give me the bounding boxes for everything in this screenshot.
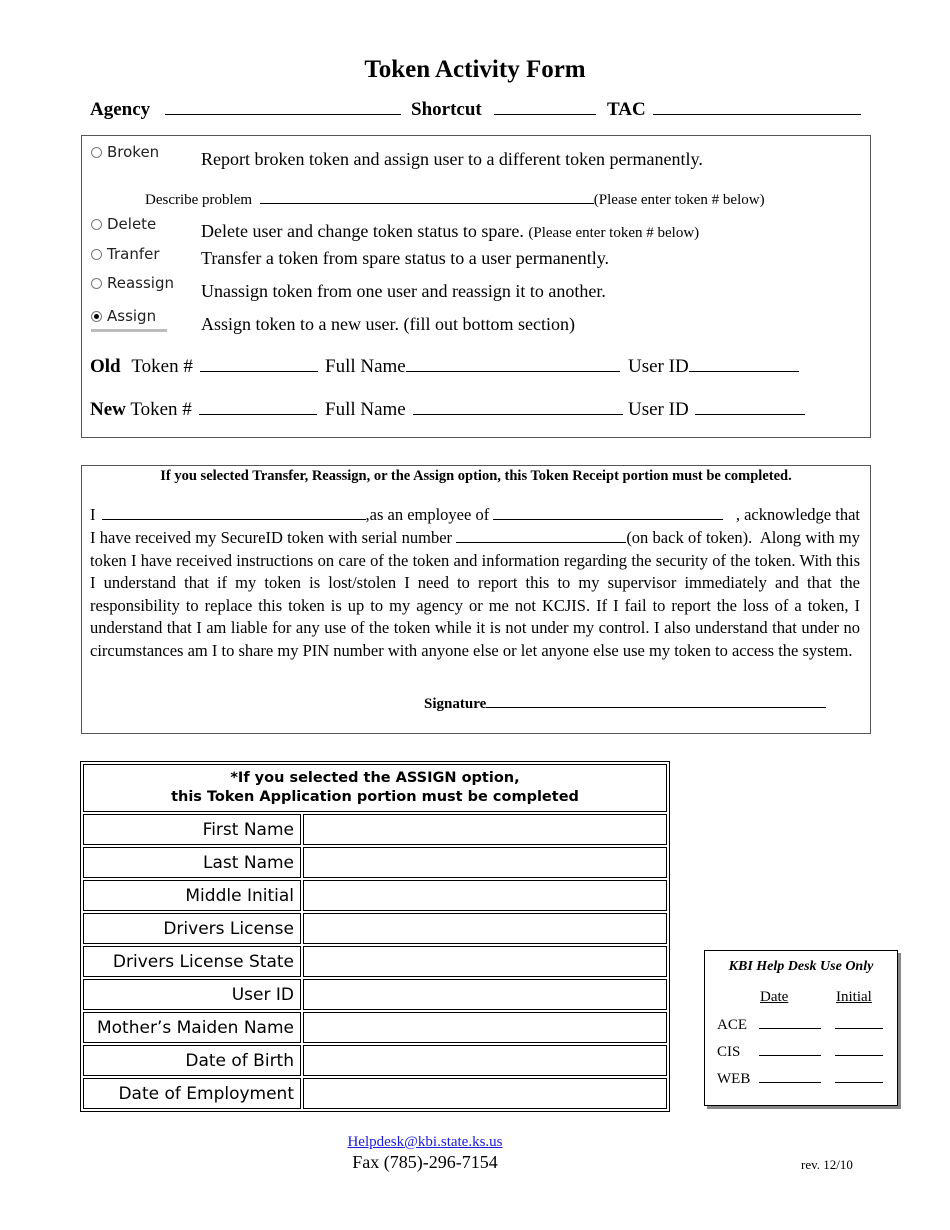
delete-description: Delete user and change token status to spare.: [201, 221, 524, 241]
kbi-web-initial-line[interactable]: [835, 1070, 883, 1083]
mothers-maiden-name-input[interactable]: [303, 1012, 667, 1043]
middle-initial-input[interactable]: [303, 880, 667, 911]
table-row: [83, 814, 667, 845]
radio-label: Broken: [107, 143, 160, 161]
old-token-label: Token #: [131, 356, 193, 377]
table-row: [83, 1012, 667, 1043]
agency-line[interactable]: [165, 98, 401, 115]
drivers-license-label: Drivers License: [83, 913, 301, 944]
table-row: [83, 913, 667, 944]
describe-problem-label: Describe problem: [145, 192, 253, 208]
radio-label: Assign: [107, 307, 157, 325]
radio-icon: [91, 219, 102, 230]
old-fullname-line[interactable]: [406, 359, 620, 372]
new-token-line[interactable]: [199, 402, 317, 415]
old-fullname-field[interactable]: [325, 356, 620, 378]
new-label: New: [90, 399, 126, 420]
radio-label: Delete: [107, 215, 157, 233]
signature-line[interactable]: [486, 695, 826, 708]
shortcut-line[interactable]: [494, 98, 596, 115]
old-fullname-label: Full Name: [325, 356, 406, 377]
old-token-row: [90, 356, 318, 378]
receipt-on-back: (on back of token).: [626, 528, 753, 547]
new-fullname-field[interactable]: [325, 399, 623, 421]
radio-reassign[interactable]: [91, 274, 174, 292]
drivers-license-state-input[interactable]: [303, 946, 667, 977]
revision-label: rev. 12/10: [801, 1157, 853, 1172]
receipt-line-1: [90, 505, 860, 525]
tac-field[interactable]: [607, 98, 861, 121]
kbi-date-header: Date: [760, 989, 789, 1005]
date-of-birth-label: Date of Birth: [83, 1045, 301, 1076]
kbi-initial-header: Initial: [836, 989, 872, 1005]
old-userid-label: User ID: [628, 356, 689, 377]
table-row: [83, 946, 667, 977]
receipt-as-employee: ,as an employee of: [365, 505, 490, 524]
receipt-body: Along with my token I have received instructions on care of the token and information regarding the security of the token. With this I understand that if my token is lost/stolen I need to report this to my supervisor immediately and that the responsibility to replace this token is up to my agency or me not KCJIS. If I fail to report the loss of a token, I understand that I am liable for any use of the token while it is not under my control. I also understand that under no circumstances am I to share my PIN number with anyone else or let anyone else use my token to access the system.: [90, 528, 861, 660]
date-of-birth-input[interactable]: [303, 1045, 667, 1076]
radio-assign[interactable]: [91, 307, 167, 332]
kbi-row-cis: [717, 1043, 883, 1061]
application-heading: [83, 764, 667, 812]
describe-problem-line[interactable]: [260, 191, 594, 204]
kbi-row-label: WEB: [717, 1071, 751, 1087]
kbi-row-ace: [717, 1016, 883, 1034]
table-row: [83, 847, 667, 878]
radio-icon: [91, 278, 102, 289]
new-token-label: Token #: [130, 399, 192, 420]
kbi-web-date-line[interactable]: [759, 1070, 821, 1083]
middle-initial-label: Middle Initial: [83, 880, 301, 911]
kbi-row-web: [717, 1070, 883, 1088]
kbi-help-desk-box: [704, 950, 898, 1106]
agency-label: Agency: [90, 99, 151, 120]
new-token-row: [90, 399, 317, 421]
signature-field[interactable]: [424, 695, 826, 713]
delete-description-row: [201, 221, 699, 242]
broken-description: Report broken token and assign user to a different token permanently.: [201, 149, 703, 169]
date-of-employment-input[interactable]: [303, 1078, 667, 1109]
tac-label: TAC: [607, 99, 646, 120]
first-name-input[interactable]: [303, 814, 667, 845]
page-title: Token Activity Form: [364, 56, 586, 83]
table-row: [83, 1078, 667, 1109]
user-id-label: User ID: [83, 979, 301, 1010]
kbi-row-label: ACE: [717, 1017, 747, 1033]
footer-email-row: [0, 1134, 850, 1151]
drivers-license-state-label: Drivers License State: [83, 946, 301, 977]
radio-tranfer[interactable]: [91, 245, 160, 263]
receipt-heading: If you selected Transfer, Reassign, or the Assign option, this Token Receipt portion must be completed.: [160, 468, 792, 484]
receipt-i: I: [90, 505, 96, 524]
table-header-row: [83, 764, 667, 812]
new-userid-line[interactable]: [695, 402, 805, 415]
delete-note: (Please enter token # below): [528, 225, 700, 241]
shortcut-label: Shortcut: [411, 99, 482, 120]
new-userid-label: User ID: [628, 399, 689, 420]
application-heading-line1: *If you selected the ASSIGN option,: [230, 770, 520, 786]
receipt-acknowledge: , acknowledge that: [735, 505, 860, 524]
drivers-license-input[interactable]: [303, 913, 667, 944]
table-row: [83, 1045, 667, 1076]
employer-line[interactable]: [493, 507, 723, 520]
shortcut-field[interactable]: [411, 98, 596, 121]
old-userid-field[interactable]: [628, 356, 799, 378]
assign-description: Assign token to a new user. (fill out bottom section): [201, 314, 575, 334]
old-userid-line[interactable]: [689, 359, 799, 372]
radio-broken[interactable]: [91, 143, 159, 161]
first-name-label: First Name: [83, 814, 301, 845]
kbi-ace-date-line[interactable]: [759, 1016, 821, 1029]
footer-fax: Fax (785)-296-7154: [352, 1152, 498, 1172]
kbi-row-label: CIS: [717, 1044, 741, 1060]
receipt-received: I have received my SecureID token with serial number: [90, 528, 453, 547]
last-name-label: Last Name: [83, 847, 301, 878]
old-label: Old: [90, 356, 121, 377]
serial-number-line[interactable]: [456, 530, 626, 543]
mothers-maiden-name-label: Mother’s Maiden Name: [83, 1012, 301, 1043]
table-row: [83, 979, 667, 1010]
application-heading-line2: this Token Application portion must be completed: [171, 789, 579, 805]
radio-selected-icon: [91, 311, 102, 322]
employee-name-line[interactable]: [102, 507, 366, 520]
tac-line[interactable]: [653, 98, 861, 115]
kbi-cis-date-line[interactable]: [759, 1043, 821, 1056]
kbi-ace-initial-line[interactable]: [835, 1016, 883, 1029]
last-name-input[interactable]: [303, 847, 667, 878]
receipt-body-block: [90, 527, 860, 663]
describe-problem-note: (Please enter token # below): [593, 192, 765, 208]
helpdesk-email-link[interactable]: Helpdesk@kbi.state.ks.us: [347, 1134, 503, 1150]
new-fullname-line[interactable]: [413, 402, 623, 415]
date-of-employment-label: Date of Employment: [83, 1078, 301, 1109]
tranfer-description: Transfer a token from spare status to a user permanently.: [201, 248, 610, 268]
signature-label: Signature: [424, 696, 487, 712]
new-fullname-label: Full Name: [325, 399, 406, 420]
reassign-description: Unassign token from one user and reassign it to another.: [201, 281, 606, 301]
radio-icon: [91, 147, 102, 158]
user-id-input[interactable]: [303, 979, 667, 1010]
new-userid-field[interactable]: [628, 399, 805, 421]
token-application-table: [80, 761, 670, 1112]
kbi-cis-initial-line[interactable]: [835, 1043, 883, 1056]
agency-field[interactable]: [90, 98, 401, 121]
kbi-title: KBI Help Desk Use Only: [728, 959, 874, 974]
describe-problem-row[interactable]: [145, 191, 765, 209]
radio-label: Reassign: [107, 274, 174, 292]
radio-icon: [91, 249, 102, 260]
table-row: [83, 880, 667, 911]
radio-delete[interactable]: [91, 215, 156, 233]
radio-label: Tranfer: [107, 245, 160, 263]
old-token-line[interactable]: [200, 359, 318, 372]
